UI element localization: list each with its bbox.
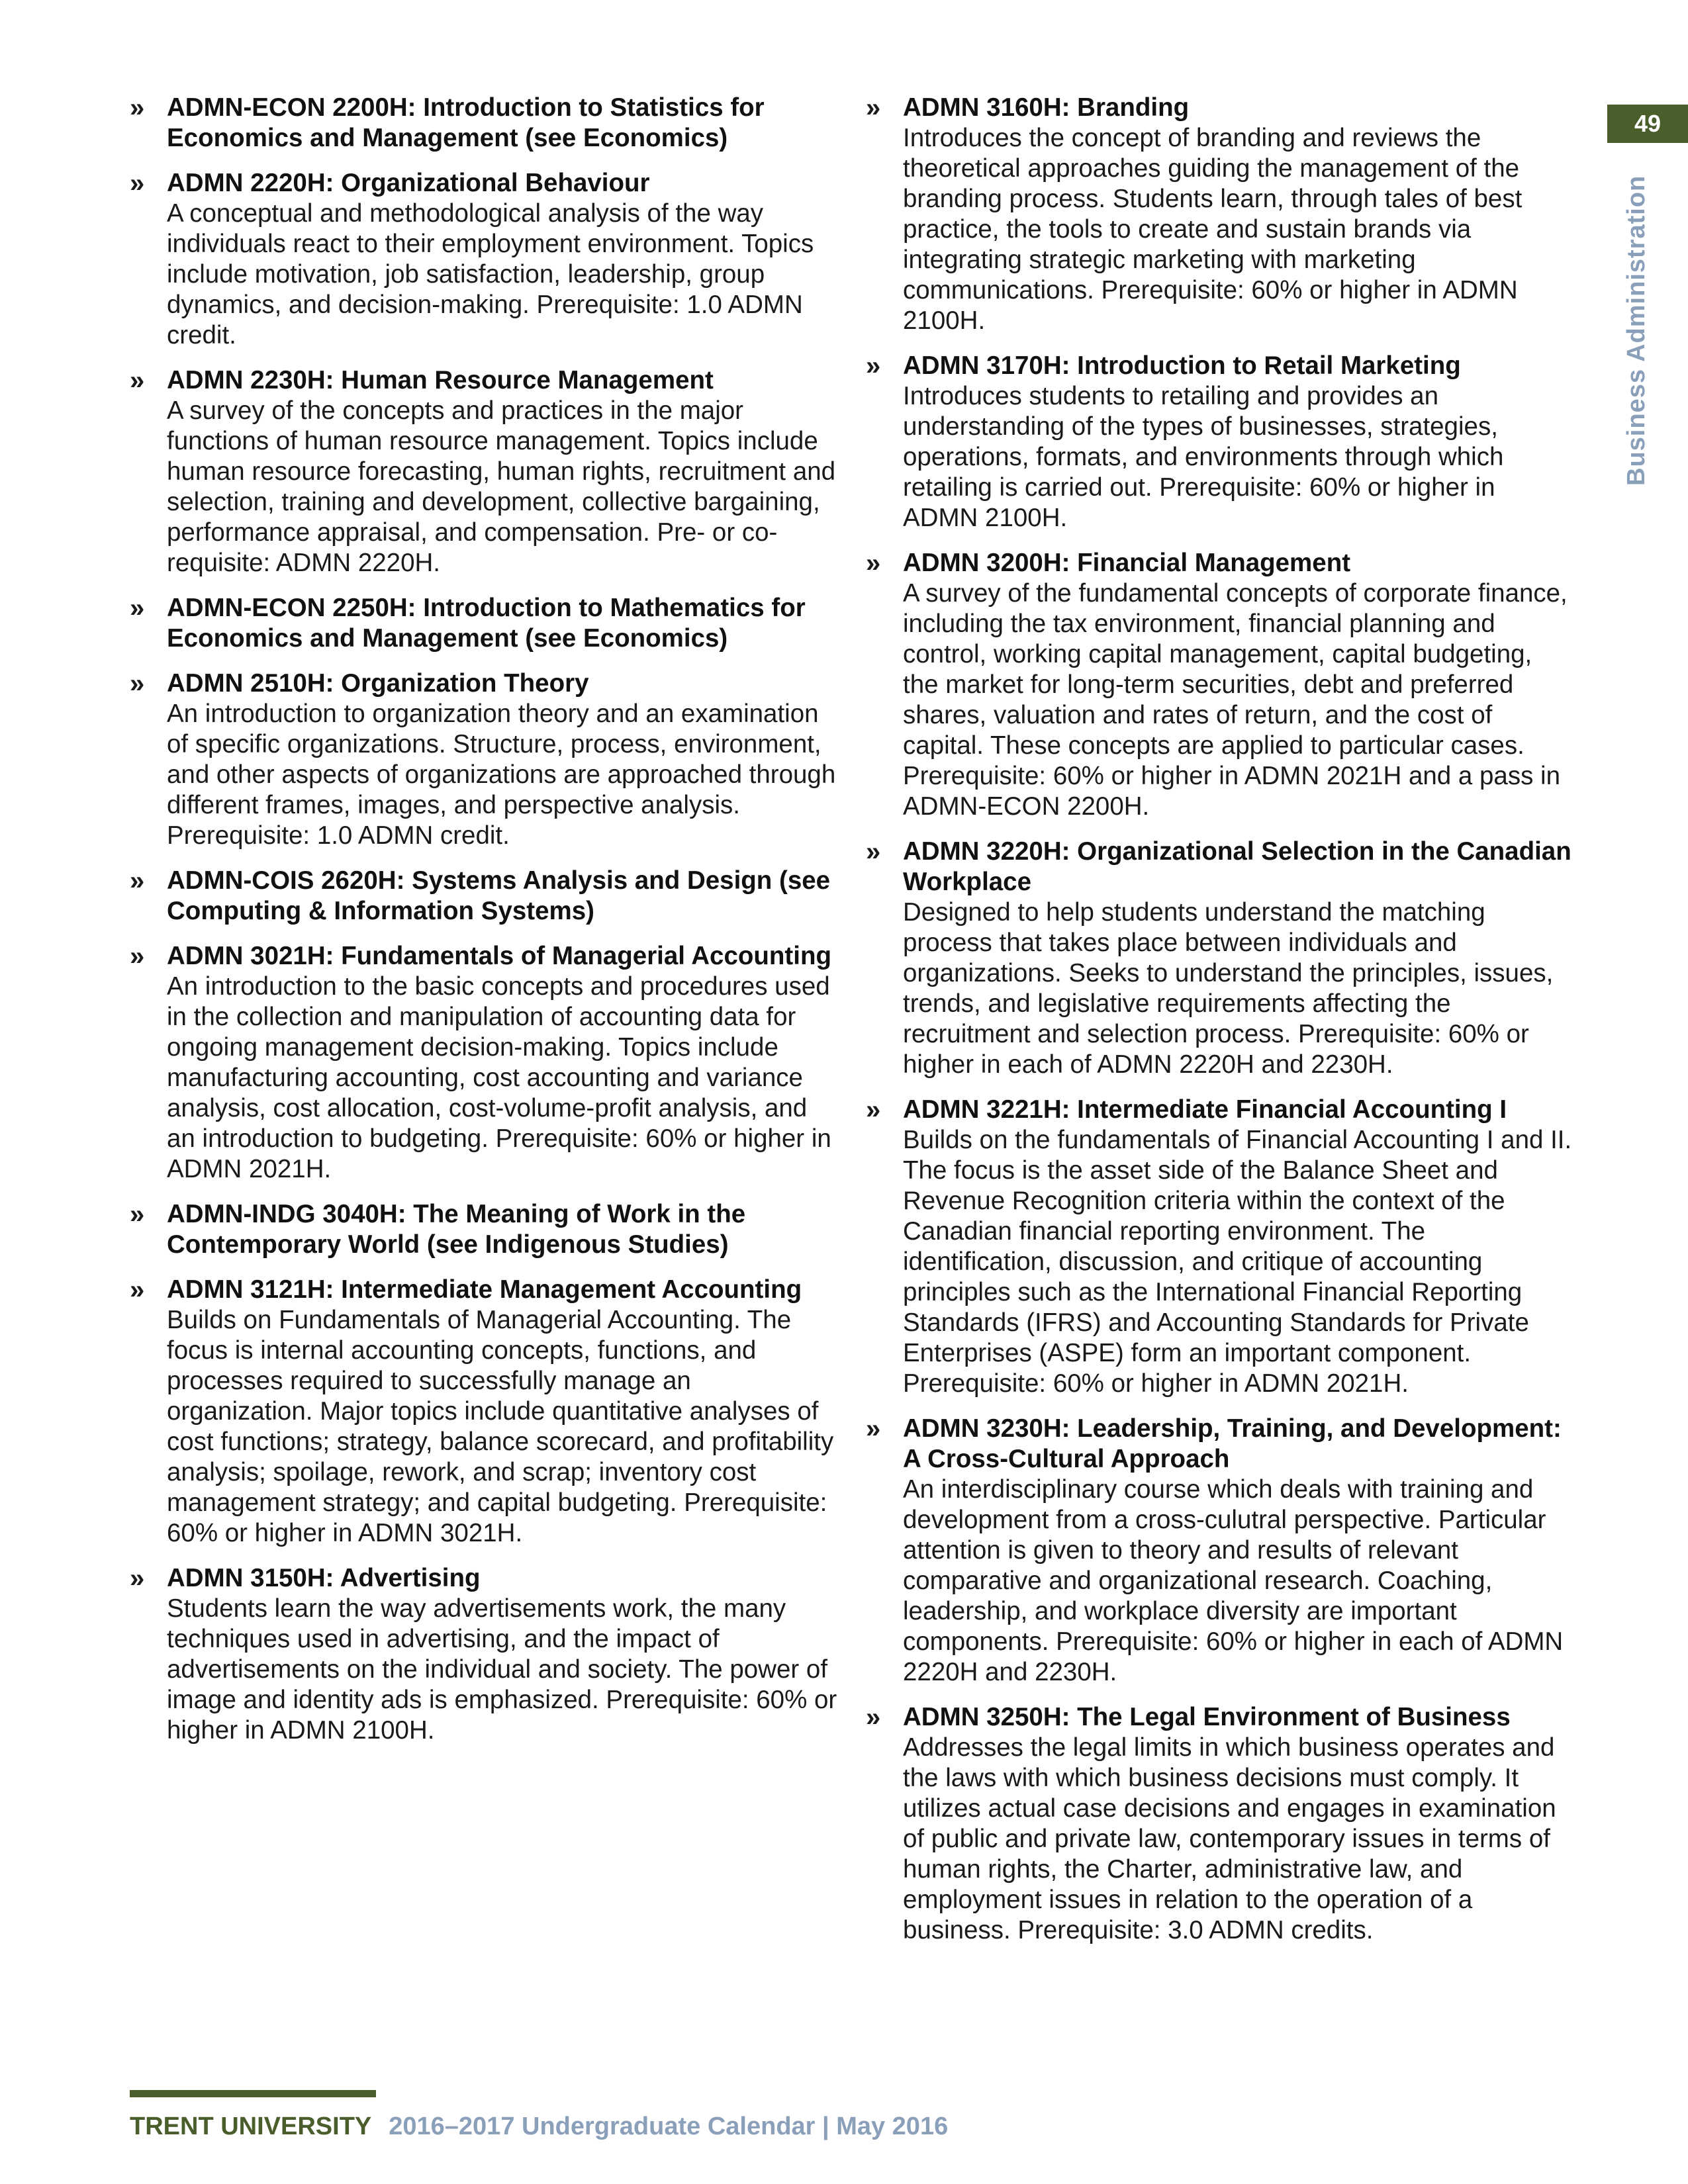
course-description: Builds on Fundamentals of Managerial Accounting. The focus is internal accounting concepts, functions, and processes required to successfully manage an organization. Major topics include quantitative analyses of cost functions; strategy, balance scorecard, and profitability analysis; spoilage, rework, and scrap; inventory cost management strategy; and capital budgeting. Prerequisite: 60% or higher in ADMN 3021H. [167,1306,834,1547]
course-entry [130,168,838,351]
bullet-icon: » [866,549,881,578]
course-title: ADMN 3220H: Organizational Selection in the Canadian Workplace [903,837,1571,896]
course-description: Students learn the way advertisements work, the many techniques used in advertising, and the impact of advertisements on the individual and society. The power of image and identity ads is emphasized. Prerequisite: 60% or higher in ADMN 2100H. [167,1594,837,1745]
course-title: ADMN 3170H: Introduction to Retail Marketing [903,351,1461,380]
course-entry [866,548,1574,822]
course-entry [866,1095,1574,1399]
page-footer [130,2110,948,2143]
course-entry [130,365,838,578]
course-title: ADMN-COIS 2620H: Systems Analysis and Design (see Computing & Information Systems) [167,866,831,925]
course-entry [130,866,838,927]
bullet-icon: » [866,1414,881,1443]
bullet-icon: » [866,93,881,122]
course-description: An introduction to the basic concepts and procedures used in the collection and manipulation of accounting data for ongoing management decision-making. Topics include manufacturing accounting, cost accounting and variance analysis, cost allocation, cost-volume-profit analysis, and an introduction to budgeting. Prerequisite: 60% or higher in ADMN 2021H. [167,972,831,1183]
course-description: Introduces students to retailing and provides an understanding of the types of businesses, strategies, operations, formats, and environments through which retailing is carried out. Prerequisite: 60% or higher in ADMN 2100H. [903,382,1504,532]
course-title: ADMN 3150H: Advertising [167,1564,481,1592]
course-title: ADMN 3250H: The Legal Environment of Business [903,1703,1511,1731]
course-description: An interdisciplinary course which deals with training and development from a cross-culutral perspective. Particular attention is given to theory and results of relevant comparative and organizational research. Coaching, leadership, and workplace diversity are important components. Prerequisite: 60% or higher in each of ADMN 2220H and 2230H. [903,1475,1564,1686]
bullet-icon: » [130,169,145,198]
bullet-icon: » [866,1703,881,1732]
course-entry [130,93,838,154]
course-title: ADMN-ECON 2250H: Introduction to Mathematics for Economics and Management (see Economics) [167,594,806,653]
course-description: Introduces the concept of branding and reviews the theoretical approaches guiding the management of the branding process. Students learn, through tales of best practice, the tools to create and sustain brands via integrating strategic marketing with marketing communications. Prerequisite: 60% or higher in ADMN 2100H. [903,124,1523,335]
bullet-icon: » [130,866,145,895]
bullet-icon: » [866,351,881,381]
course-entry [866,837,1574,1080]
course-title: ADMN 2510H: Organization Theory [167,669,589,698]
course-title: ADMN-INDG 3040H: The Meaning of Work in the Contemporary World (see Indigenous Studies) [167,1200,746,1259]
course-entry [130,1563,838,1746]
course-entry [130,941,838,1185]
course-description: A survey of the concepts and practices in the major functions of human resource management. Topics include human resource forecasting, human rights, recruitment and selection, training and development, collective bargaining, performance appraisal, and compensation. Pre- or co-requisite: ADMN 2220H. [167,396,836,577]
course-entry [866,1702,1574,1946]
page-number-tab [1607,105,1688,143]
course-entry [130,1275,838,1549]
course-description: An introduction to organization theory and an examination of specific organizations. Structure, process, environment, and other aspects of organizations are approached through different frames, images, and perspective analysis. Prerequisite: 1.0 ADMN credit. [167,700,836,850]
course-entry [866,93,1574,336]
course-entry [130,1199,838,1260]
course-title: ADMN 3230H: Leadership, Training, and Development: A Cross-Cultural Approach [903,1414,1562,1473]
footer-university: TRENT UNIVERSITY [130,2113,372,2140]
course-entry [866,351,1574,533]
right-column [866,93,1574,1960]
course-entry [130,668,838,851]
course-title: ADMN 3160H: Branding [903,93,1190,122]
bullet-icon: » [866,1095,881,1124]
course-entry [866,1414,1574,1688]
course-title: ADMN-ECON 2200H: Introduction to Statistics for Economics and Management (see Economics) [167,93,765,152]
course-title: ADMN 2220H: Organizational Behaviour [167,169,650,197]
bullet-icon: » [130,669,145,698]
course-title: ADMN 3021H: Fundamentals of Managerial Accounting [167,942,831,970]
course-title: ADMN 3200H: Financial Management [903,549,1351,577]
bullet-icon: » [130,1275,145,1304]
course-title: ADMN 3121H: Intermediate Management Accounting [167,1275,802,1304]
course-title: ADMN 3221H: Intermediate Financial Accounting I [903,1095,1507,1124]
bullet-icon: » [130,942,145,971]
course-description: Designed to help students understand the matching process that takes place between individuals and organizations. Seeks to understand the principles, issues, trends, and legislative requirements affecting the recruitment and selection process. Prerequisite: 60% or higher in each of ADMN 2220H and 2230H. [903,898,1554,1079]
course-description: Builds on the fundamentals of Financial Accounting I and II. The focus is the asset side of the Balance Sheet and Revenue Recognition criteria within the context of the Canadian financial reporting environment. The identification, discussion, and critique of accounting principles such as the International Financial Reporting Standards (IFRS) and Accounting Standards for Private Enterprises (ASPE) form an important component. Prerequisite: 60% or higher in ADMN 2021H. [903,1126,1572,1398]
course-description: A conceptual and methodological analysis of the way individuals react to their employment environment. Topics include motivation, job satisfaction, leadership, group dynamics, and decision-making. Prerequisite: 1.0 ADMN credit. [167,199,814,349]
bullet-icon: » [866,837,881,866]
footer-calendar: 2016–2017 Undergraduate Calendar | May 2016 [389,2113,949,2140]
course-description: A survey of the fundamental concepts of corporate finance, including the tax environment, financial planning and control, working capital management, capital budgeting, the market for long-term securities, debt and preferred shares, valuation and rates of return, and the cost of capital. These concepts are applied to particular cases. Prerequisite: 60% or higher in ADMN 2021H and a pass in ADMN-ECON 2200H. [903,579,1568,821]
bullet-icon: » [130,366,145,395]
section-label: Business Administration [1622,175,1650,486]
page-number: 49 [1634,110,1662,137]
bullet-icon: » [130,594,145,623]
left-column [130,93,838,1760]
course-title: ADMN 2230H: Human Resource Management [167,366,714,394]
bullet-icon: » [130,93,145,122]
bullet-icon: » [130,1200,145,1229]
course-description: Addresses the legal limits in which business operates and the laws with which business decisions must comply. It utilizes actual case decisions and engages in examination of public and private law, contemporary issues in terms of human rights, the Charter, administrative law, and employment issues in relation to the operation of a business. Prerequisite: 3.0 ADMN credits. [903,1733,1556,1944]
bullet-icon: » [130,1564,145,1593]
footer-rule [130,2090,376,2097]
course-entry [130,593,838,654]
